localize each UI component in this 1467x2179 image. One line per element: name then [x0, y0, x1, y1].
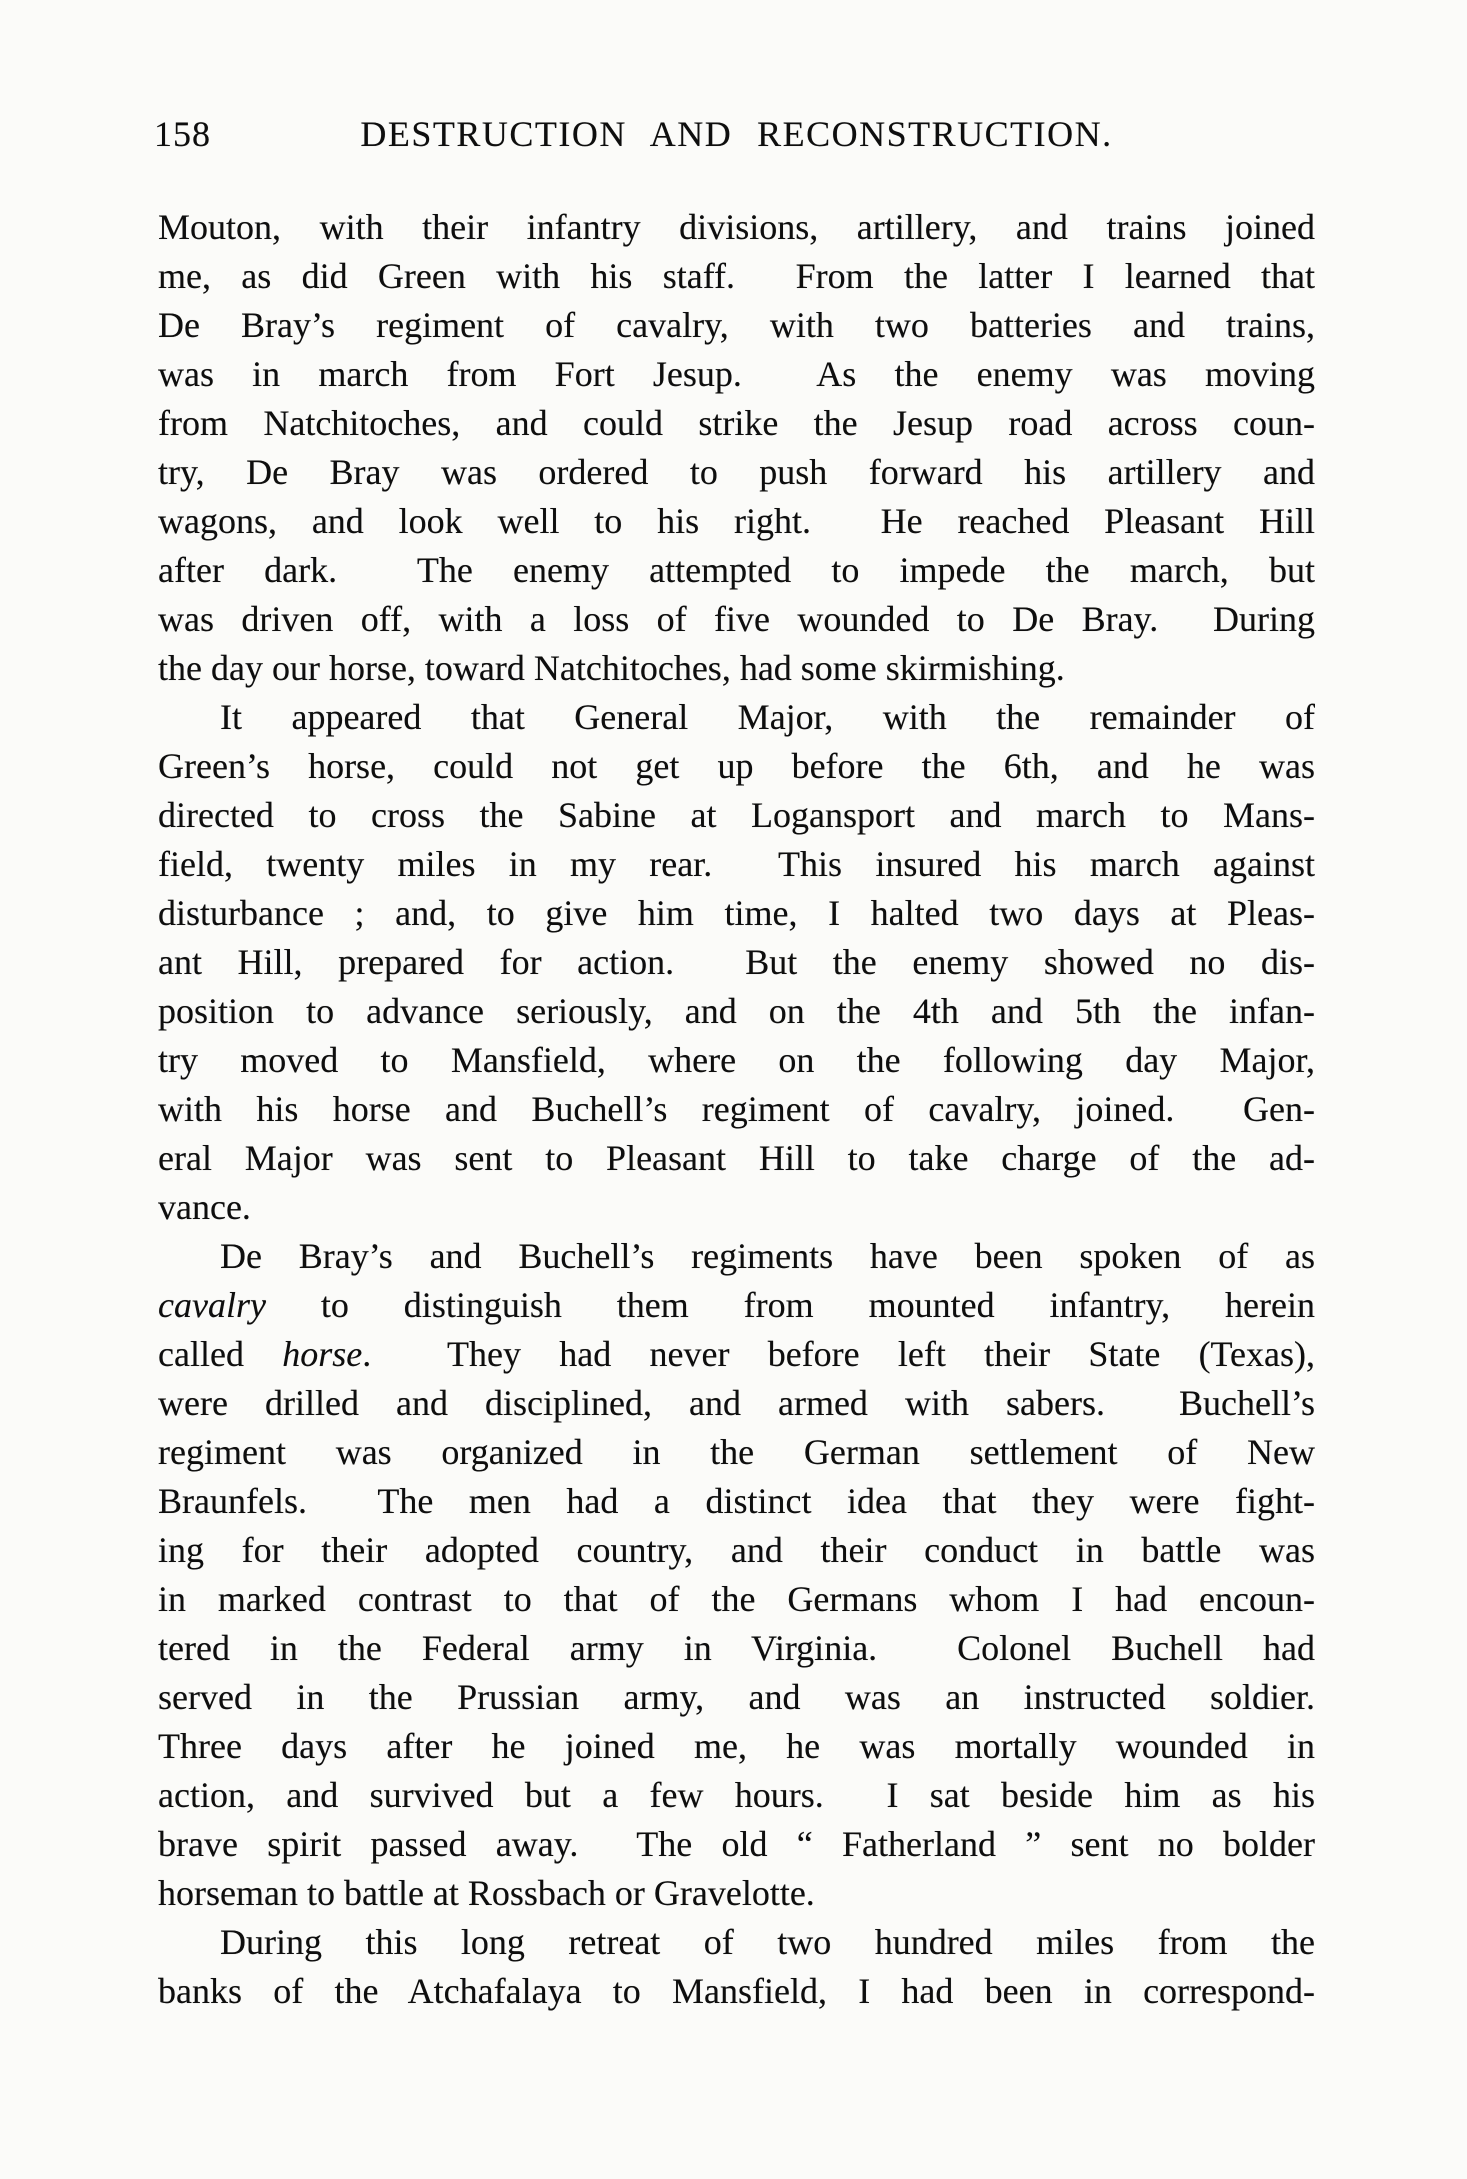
text-line: called horse. They had never before left their State (Texas), — [158, 1334, 1315, 1374]
text-line: after dark. The enemy attempted to impede the march, but — [158, 550, 1315, 590]
text-line: were drilled and disciplined, and armed with sabers. Buchell’s — [158, 1383, 1315, 1423]
text-line: field, twenty miles in my rear. This insured his march against — [158, 844, 1315, 884]
text-line: was in march from Fort Jesup. As the enemy was moving — [158, 354, 1315, 394]
text-line: horseman to battle at Rossbach or Gravelotte. — [158, 1873, 815, 1913]
page-header — [154, 112, 1315, 156]
text-line: De Bray’s regiment of cavalry, with two batteries and trains, — [158, 305, 1315, 345]
text-line: banks of the Atchafalaya to Mansfield, I had been in correspond- — [158, 1971, 1315, 2011]
running-title: DESTRUCTION AND RECONSTRUCTION. — [360, 114, 1113, 154]
text-line: cavalry to distinguish them from mounted infantry, herein — [158, 1285, 1315, 1325]
text-line: in marked contrast to that of the Germans whom I had encoun- — [158, 1579, 1315, 1619]
text-line: eral Major was sent to Pleasant Hill to take charge of the ad- — [158, 1138, 1315, 1178]
text-line: ing for their adopted country, and their conduct in battle was — [158, 1530, 1315, 1570]
text-line: It appeared that General Major, with the remainder of — [220, 697, 1315, 737]
text-line: action, and survived but a few hours. I sat beside him as his — [158, 1775, 1315, 1815]
text-line: Braunfels. The men had a distinct idea that they were fight- — [158, 1481, 1315, 1521]
text-line: vance. — [158, 1187, 251, 1227]
paragraph — [158, 1232, 1315, 1918]
text-line: try moved to Mansfield, where on the following day Major, — [158, 1040, 1315, 1080]
text-line: Mouton, with their infantry divisions, artillery, and trains joined — [158, 207, 1315, 247]
text-line: Green’s horse, could not get up before the 6th, and he was — [158, 746, 1315, 786]
text-line: regiment was organized in the German settlement of New — [158, 1432, 1315, 1472]
text-line: position to advance seriously, and on the 4th and 5th the infan- — [158, 991, 1315, 1031]
text-line: directed to cross the Sabine at Logansport and march to Mans- — [158, 795, 1315, 835]
text-line: brave spirit passed away. The old “ Fatherland ” sent no bolder — [158, 1824, 1315, 1864]
text-line: served in the Prussian army, and was an instructed soldier. — [158, 1677, 1315, 1717]
text-line: De Bray’s and Buchell’s regiments have been spoken of as — [220, 1236, 1315, 1276]
text-line: Three days after he joined me, he was mortally wounded in — [158, 1726, 1315, 1766]
text-line: wagons, and look well to his right. He reached Pleasant Hill — [158, 501, 1315, 541]
text-line: from Natchitoches, and could strike the Jesup road across coun- — [158, 403, 1315, 443]
text-line: try, De Bray was ordered to push forward his artillery and — [158, 452, 1315, 492]
text-line: During this long retreat of two hundred miles from the — [220, 1922, 1315, 1962]
paragraph — [158, 693, 1315, 1232]
text-line: was driven off, with a loss of five wounded to De Bray. During — [158, 599, 1315, 639]
paragraph — [158, 203, 1315, 693]
paragraph — [158, 1918, 1315, 2016]
text-block — [158, 203, 1315, 2016]
page-number: 158 — [154, 114, 211, 154]
text-line: ant Hill, prepared for action. But the enemy showed no dis- — [158, 942, 1315, 982]
text-line: disturbance ; and, to give him time, I halted two days at Pleas- — [158, 893, 1315, 933]
text-line: me, as did Green with his staff. From the latter I learned that — [158, 256, 1315, 296]
text-line: the day our horse, toward Natchitoches, had some skirmishing. — [158, 648, 1065, 688]
text-line: with his horse and Buchell’s regiment of cavalry, joined. Gen- — [158, 1089, 1315, 1129]
text-line: tered in the Federal army in Virginia. Colonel Buchell had — [158, 1628, 1315, 1668]
